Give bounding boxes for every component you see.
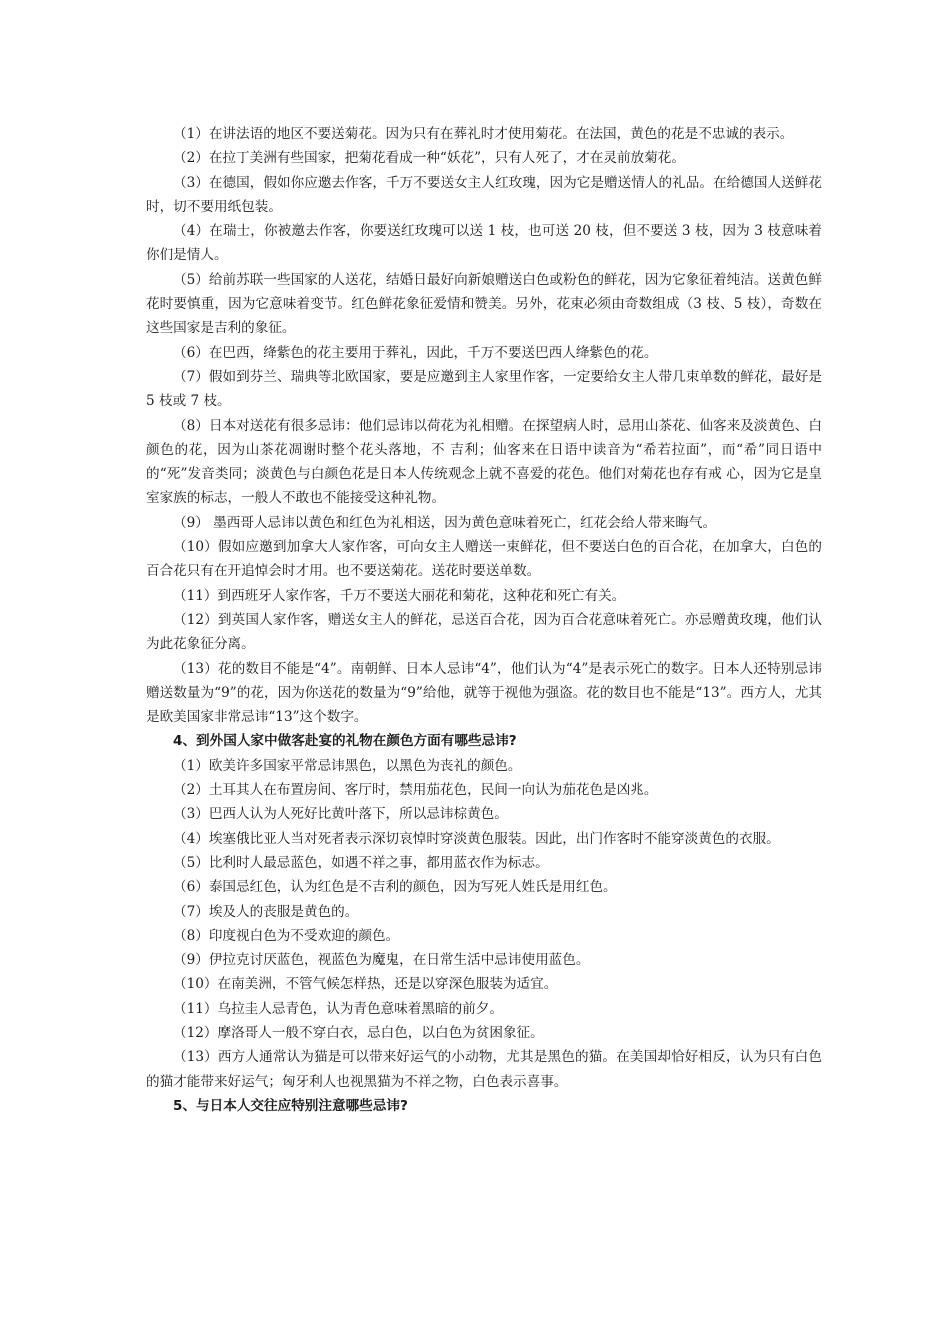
paragraph-color-12: （12）摩洛哥人一般不穿白衣，忌白色，以白色为贫困象征。 <box>173 1024 544 1041</box>
document-body <box>146 122 822 1118</box>
paragraph-flower-8: （8）日本对送花有很多忌讳：他们忌讳以荷花为礼相赠。在探望病人时，忌用山茶花、仙客来及淡黄色、白颜色的花，因为山茶花凋谢时整个花头落地，不 吉利；仙客来在日语中读音为“希若拉面”，而“希”同日语中的“死”发音类同；淡黄色与白颜色花是日本人传统观念上就不喜爱的花色。他们对菊花也存有戒 心，因为它是皇室家族的标志，一般人不敢也不能接受这种礼物。 <box>146 417 822 507</box>
paragraph-flower-9: （9） 墨西哥人忌讳以黄色和红色为礼相送，因为黄色意味着死亡，红花会给人带来晦气。 <box>173 514 717 531</box>
paragraph-flower-3: （3）在德国，假如你应邀去作客，千万不要送女主人红玫瑰，因为它是赠送情人的礼品。在给德国人送鲜花时，切不要用纸包装。 <box>146 174 822 215</box>
paragraph-color-9: （9）伊拉克讨厌蓝色，视蓝色为魔鬼，在日常生活中忌讳使用蓝色。 <box>173 952 590 969</box>
paragraph-flower-1: （1）在讲法语的地区不要送菊花。因为只有在葬礼时才使用菊花。在法国，黄色的花是不忠诚的表示。 <box>173 126 794 142</box>
paragraph-color-10: （10）在南美洲，不管气候怎样热，还是以穿深色服装为适宜。 <box>173 976 558 993</box>
paragraph-color-8: （8）印度视白色为不受欢迎的颜色。 <box>173 927 400 944</box>
paragraph-flower-6: （6）在巴西，绛紫色的花主要用于葬礼，因此，千万不要送巴西人绛紫色的花。 <box>173 344 658 361</box>
paragraph-flower-2: （2）在拉丁美洲有些国家，把菊花看成一种“妖花”，只有人死了，才在灵前放菊花。 <box>173 150 685 167</box>
paragraph-flower-12: （12）到英国人家作客，赠送女主人的鲜花，忌送百合花，因为百合花意味着死亡。亦忌赠黄玫瑰，他们认为此花象征分离。 <box>146 611 822 653</box>
paragraph-flower-7: （7）假如到芬兰、瑞典等北欧国家，要是应邀到主人家里作客，一定要给女主人带几束单数的鲜花，最好是 5 枝或 7 枝。 <box>146 368 822 410</box>
paragraph-flower-4: （4）在瑞士，你被邀去作客，你要送红玫瑰可以送 1 枝，也可送 20 枝，但不要送 3 枝，因为 3 枝意味着你们是情人。 <box>146 223 822 264</box>
paragraph-color-7: （7）埃及人的丧服是黄色的。 <box>173 903 359 920</box>
paragraph-flower-13: （13）花的数目不能是“4”。南朝鲜、日本人忌讳“4”，他们认为“4”是表示死亡的数字。日本人还特别忌讳赠送数量为“9”的花，因为你送花的数量为“9”给他，就等于视他为强盗。花的数目也不能是“13”。西方人，尤其是欧美国家非常忌讳“13”这个数字。 <box>146 660 822 726</box>
paragraph-color-1: （1）欧美许多国家平常忌讳黑色，以黑色为丧礼的颜色。 <box>173 757 522 774</box>
paragraph-color-5: （5）比利时人最忌蓝色，如遇不祥之事，都用蓝衣作为标志。 <box>173 854 549 871</box>
paragraph-color-2: （2）土耳其人在布置房间、客厅时，禁用茄花色，民间一向认为茄花色是凶兆。 <box>173 782 658 799</box>
paragraph-flower-10: （10）假如应邀到加拿大人家作客，可向女主人赠送一束鲜花，但不要送白色的百合花，在加拿大，白色的百合花只有在开追悼会时才用。也不要送菊花。送花时要送单数。 <box>146 539 822 580</box>
paragraph-color-13: （13）西方人通常认为猫是可以带来好运气的小动物，尤其是黑色的猫。在美国却恰好相反，认为只有白色的猫才能带来好运气；匈牙利人也视黑猫为不祥之物，白色表示喜事。 <box>146 1049 822 1090</box>
paragraph-flower-5: （5）给前苏联一些国家的人送花，结婚日最好向新娘赠送白色或粉色的鲜花，因为它象征着纯洁。送黄色鲜花时要慎重，因为它意味着变节。红色鲜花象征爱情和赞美。另外，花束必须由奇数组成（3 枝、5 枝），奇数在这些国家是吉利的象征。 <box>146 271 822 337</box>
paragraph-color-4: （4）埃塞俄比亚人当对死者表示深切哀悼时穿淡黄色服装。因此，出门作客时不能穿淡黄色的衣服。 <box>173 830 780 847</box>
paragraph-flower-11: （11）到西班牙人家作客，千万不要送大丽花和菊花，这种花和死亡有关。 <box>173 587 626 604</box>
paragraph-color-11: （11）乌拉圭人忌青色，认为青色意味着黑暗的前夕。 <box>173 1000 503 1017</box>
paragraph-color-6: （6）泰国忌红色，认为红色是不吉利的颜色，因为写死人姓氏是用红色。 <box>173 879 617 896</box>
section-heading-5: 5、与日本人交往应特别注意哪些忌讳? <box>173 1097 408 1114</box>
paragraph-color-3: （3）巴西人认为人死好比黄叶落下，所以忌讳棕黄色。 <box>173 806 508 823</box>
section-heading-4: 4、到外国人家中做客赴宴的礼物在颜色方面有哪些忌讳? <box>173 733 517 750</box>
